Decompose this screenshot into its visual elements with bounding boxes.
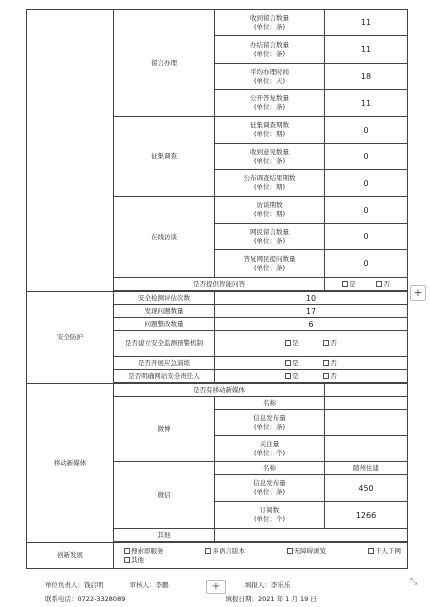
responsible-no[interactable]: 否 xyxy=(323,372,337,381)
mechanism-options xyxy=(215,331,408,357)
checkbox-icon xyxy=(368,548,374,554)
received-label: 收到留言数量 (单位：条) xyxy=(215,10,325,36)
phone: 0722-3328089 xyxy=(77,595,126,603)
checkbox-icon xyxy=(285,340,291,346)
date-label: 填报日期： xyxy=(225,595,258,603)
checkbox-icon xyxy=(285,373,291,379)
drill-label: 是否开展应急演练 xyxy=(114,357,215,370)
handled-value[interactable]: 11 xyxy=(325,36,408,64)
fixed-label: 问题整改数量 xyxy=(114,318,215,331)
group-cell-government xyxy=(27,10,114,292)
wechat-subscribers-value[interactable]: 1266 xyxy=(325,502,408,529)
avg-time-value[interactable]: 18 xyxy=(325,64,408,90)
security-title: 安全防护 xyxy=(27,292,114,384)
innovation-opt-search[interactable]: 搜索即服务 xyxy=(124,547,164,556)
weibo-followers-label: 关注量 (单位：个) xyxy=(215,436,325,462)
drill-yes[interactable]: 是 xyxy=(285,359,299,368)
responsible-options xyxy=(215,370,408,383)
innovation-title: 创新发展 xyxy=(27,543,114,569)
checkbox-icon xyxy=(124,548,130,554)
weibo-followers-value[interactable] xyxy=(325,436,408,462)
sub-message-handling: 留言办理 xyxy=(114,10,215,117)
mechanism-label: 是否建立安全监测预警机制 xyxy=(114,331,215,357)
filler-label: 填报人： xyxy=(244,581,271,589)
weibo-posts-value[interactable] xyxy=(325,410,408,436)
wechat-posts-label: 信息发布量 (单位：条) xyxy=(215,475,325,502)
avg-time-label: 平均办理时间 (单位：天) xyxy=(215,64,325,90)
has-media-label: 是否有移动新媒体 xyxy=(114,384,325,397)
date: 2021 年 1 月 19 日 xyxy=(258,595,317,603)
drill-no[interactable]: 否 xyxy=(323,359,337,368)
weibo-posts-label: 信息发布量 (单位：条) xyxy=(215,410,325,436)
survey-opinions-value[interactable]: 0 xyxy=(325,144,408,170)
sub-survey: 征集调查 xyxy=(114,117,215,197)
reviewer: 李鹏 xyxy=(155,581,169,589)
smart-qa-no[interactable]: 否 xyxy=(376,280,390,289)
checkbox-icon xyxy=(287,548,293,554)
reviewer-label: 审核人： xyxy=(129,581,156,589)
issues-found-label: 发现问题数量 xyxy=(114,305,215,318)
report-table xyxy=(26,9,408,569)
interview-answers-value[interactable]: 0 xyxy=(325,250,408,278)
unit-head: 钱启明 xyxy=(84,581,104,589)
add-column-button[interactable]: + xyxy=(410,285,426,301)
other-value[interactable] xyxy=(215,529,408,542)
phone-label: 联系电话： xyxy=(45,595,78,603)
wechat-name-value[interactable]: 随州住建 xyxy=(325,462,408,475)
responsible-yes[interactable]: 是 xyxy=(285,372,299,381)
checkbox-icon xyxy=(323,360,329,366)
wechat-subscribers-label: 订阅数 (单位：个) xyxy=(215,502,325,529)
checkbox-icon xyxy=(205,548,211,554)
checkbox-icon xyxy=(285,360,291,366)
innovation-opt-personalized[interactable]: 千人千网 xyxy=(368,547,401,556)
filler: 李乐乐 xyxy=(270,581,291,589)
mobile-title: 移动新媒体 xyxy=(27,384,114,543)
handled-label: 办结留言数量 (单位：条) xyxy=(215,36,325,64)
resize-handle-icon[interactable]: ⤡ xyxy=(410,577,418,587)
interview-msgs-value[interactable]: 0 xyxy=(325,224,408,250)
mechanism-yes[interactable]: 是 xyxy=(285,339,299,348)
smart-qa-label: 是否提供智能问答 xyxy=(114,278,325,291)
mechanism-no[interactable]: 否 xyxy=(323,339,337,348)
footer-line-1 xyxy=(45,580,290,589)
weibo-name-value[interactable] xyxy=(325,397,408,410)
responsible-label: 是否明确网站安全责任人 xyxy=(114,370,215,383)
survey-results-label: 公布调查结果期数 (单位：期) xyxy=(215,170,325,197)
other-label: 其他 xyxy=(114,529,215,542)
checkbox-icon xyxy=(342,281,348,287)
interview-answers-label: 答复网民提问数量 (单位：条) xyxy=(215,250,325,278)
checkbox-icon xyxy=(323,373,329,379)
public-reply-label: 公开答复数量 (单位：条) xyxy=(215,90,325,117)
public-reply-value[interactable]: 11 xyxy=(325,90,408,117)
unit-head-label: 单位负责人： xyxy=(45,581,84,589)
checkbox-icon xyxy=(124,557,130,563)
drill-options xyxy=(215,357,408,370)
survey-issues-value[interactable]: 0 xyxy=(325,117,408,144)
survey-opinions-label: 收到意见数量 (单位：条) xyxy=(215,144,325,170)
survey-results-value[interactable]: 0 xyxy=(325,170,408,197)
issues-found-value[interactable]: 17 xyxy=(215,305,408,318)
footer-line-2 xyxy=(45,594,317,603)
checkbox-icon xyxy=(376,281,382,287)
weibo-name-label: 名称 xyxy=(215,397,325,410)
weibo-label: 微博 xyxy=(114,397,215,462)
interview-issues-value[interactable]: 0 xyxy=(325,197,408,224)
innovation-options xyxy=(114,543,408,569)
eval-value[interactable]: 10 xyxy=(215,292,408,305)
interview-msgs-label: 网民留言数量 (单位：条) xyxy=(215,224,325,250)
received-value[interactable]: 11 xyxy=(325,10,408,36)
wechat-label: 微信 xyxy=(114,462,215,529)
survey-issues-label: 征集调查期数 (单位：期) xyxy=(215,117,325,144)
add-row-button[interactable]: + xyxy=(206,580,226,594)
wechat-name-label: 名称 xyxy=(215,462,325,475)
fixed-value[interactable]: 6 xyxy=(215,318,408,331)
smart-qa-options xyxy=(325,278,408,291)
eval-label: 安全检测评估次数 xyxy=(114,292,215,305)
checkbox-icon xyxy=(323,340,329,346)
innovation-opt-other[interactable]: 其他 xyxy=(124,556,144,565)
smart-qa-yes[interactable]: 是 xyxy=(342,280,356,289)
wechat-posts-value[interactable]: 450 xyxy=(325,475,408,502)
has-media-value[interactable] xyxy=(325,384,408,397)
sub-interview: 在线访谈 xyxy=(114,197,215,278)
interview-issues-label: 访谈期数 (单位：期) xyxy=(215,197,325,224)
innovation-opt-accessible[interactable]: 无障碍浏览 xyxy=(287,547,327,556)
innovation-opt-multilang[interactable]: 多语言版本 xyxy=(205,547,245,556)
